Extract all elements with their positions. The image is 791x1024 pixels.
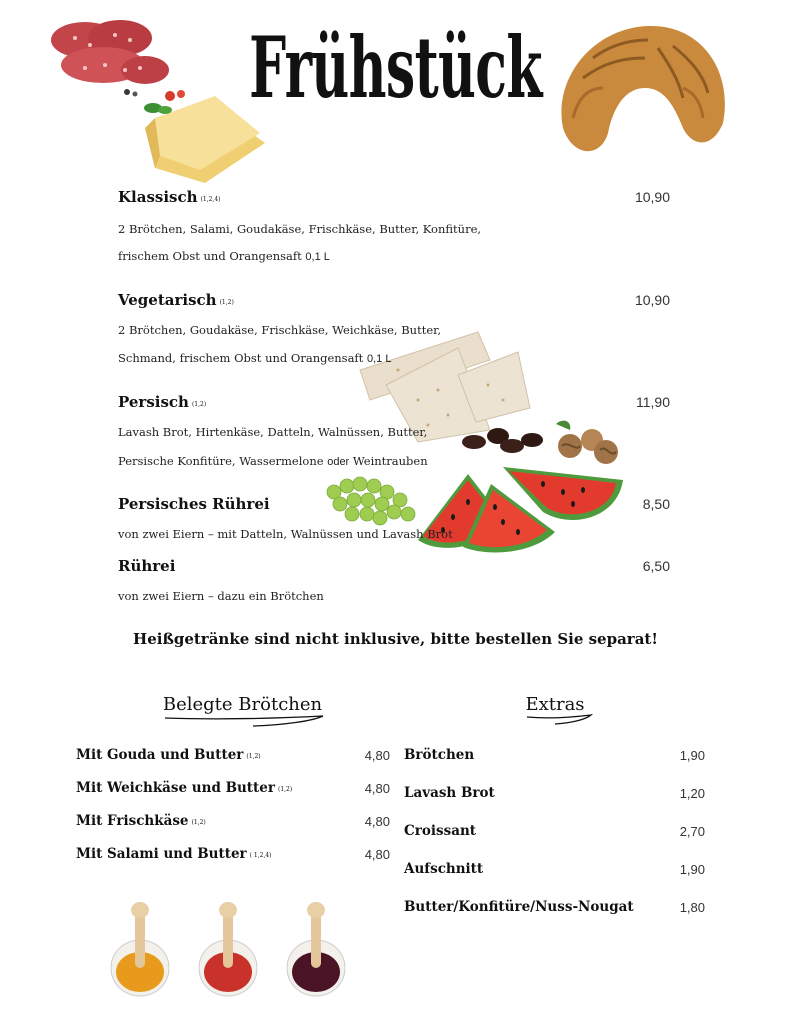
jam-jars-image: [105, 900, 355, 1005]
extras-price-lavash: 1,20: [679, 786, 705, 801]
item-persisch-desc-2: Persische Konfitüre, Wassermelone oder Weintrauben: [118, 454, 428, 468]
extras-underline: [525, 712, 595, 726]
extras-item-aufschnitt: Aufschnitt: [404, 861, 484, 877]
hot-drinks-note: Heißgetränke sind nicht inklusive, bitte bestellen Sie separat!: [133, 630, 658, 648]
extras-price-croissant: 2,70: [679, 824, 705, 839]
belegte-underline: [163, 712, 328, 728]
item-klassisch-price: 10,90: [634, 189, 670, 205]
page-title: Frühstück: [249, 18, 542, 117]
belegte-item-gouda: Mit Gouda und Butter (1,2): [76, 747, 261, 763]
item-ruehrei-name: Rührei: [118, 557, 176, 575]
belegte-price-frischkaese: 4,80: [364, 814, 390, 829]
belegte-price-salami: 4,80: [364, 847, 390, 862]
extras-price-aufschnitt: 1,90: [679, 862, 705, 877]
belegte-heading: Belegte Brötchen: [162, 694, 323, 715]
grapes-image: [322, 472, 417, 527]
item-persisches-ruehrei-price: 8,50: [642, 496, 670, 512]
item-vegetarisch-desc-2: Schmand, frischem Obst und Orangensaft 0,1 L: [118, 351, 392, 365]
extras-price-broetchen: 1,90: [679, 748, 705, 763]
item-ruehrei-desc: von zwei Eiern – dazu ein Brötchen: [118, 589, 324, 603]
item-persisch-price: 11,90: [636, 394, 670, 410]
item-persisches-ruehrei-name: Persisches Rührei: [118, 495, 270, 513]
item-klassisch-desc-1: 2 Brötchen, Salami, Goudakäse, Frischkäse, Butter, Konfitüre,: [118, 222, 482, 236]
item-persisches-ruehrei-desc: von zwei Eiern – mit Datteln, Walnüssen und Lavash Brot: [118, 527, 453, 541]
item-vegetarisch-name: Vegetarisch (1,2): [118, 291, 234, 309]
belegte-item-weichkaese: Mit Weichkäse und Butter (1,2): [76, 780, 293, 796]
extras-item-broetchen: Brötchen: [404, 747, 475, 763]
item-persisch-desc-1: Lavash Brot, Hirtenkäse, Datteln, Walnüssen, Butter,: [118, 425, 428, 439]
allergen-note: (1,2,4): [200, 196, 221, 203]
item-vegetarisch-price: 10,90: [634, 292, 670, 308]
item-ruehrei-price: 6,50: [642, 558, 670, 574]
extras-item-butter-konfituere: Butter/Konfitüre/Nuss-Nougat: [404, 899, 634, 915]
watermelon-image: [413, 462, 628, 557]
dates-image: [460, 422, 545, 457]
item-klassisch-desc-2: frischem Obst und Orangensaft 0,1 L: [118, 249, 330, 263]
extras-price-butter-konfituere: 1,80: [679, 900, 705, 915]
item-persisch-name: Persisch (1,2): [118, 393, 207, 411]
belegte-price-gouda: 4,80: [364, 748, 390, 763]
item-vegetarisch-desc-1: 2 Brötchen, Goudakäse, Frischkäse, Weichkäse, Butter,: [118, 323, 442, 337]
belegte-price-weichkaese: 4,80: [364, 781, 390, 796]
allergen-note: (1,2): [191, 401, 207, 408]
allergen-note: (1,2): [219, 299, 234, 306]
belegte-item-salami: Mit Salami und Butter ( 1,2,4): [76, 846, 272, 862]
extras-item-croissant: Croissant: [404, 823, 476, 839]
walnuts-image: [548, 418, 623, 468]
extras-heading: Extras: [525, 694, 585, 715]
belegte-item-frischkaese: Mit Frischkäse (1,2): [76, 813, 206, 829]
item-klassisch-name: Klassisch (1,2,4): [118, 188, 221, 206]
extras-item-lavash: Lavash Brot: [404, 785, 495, 801]
